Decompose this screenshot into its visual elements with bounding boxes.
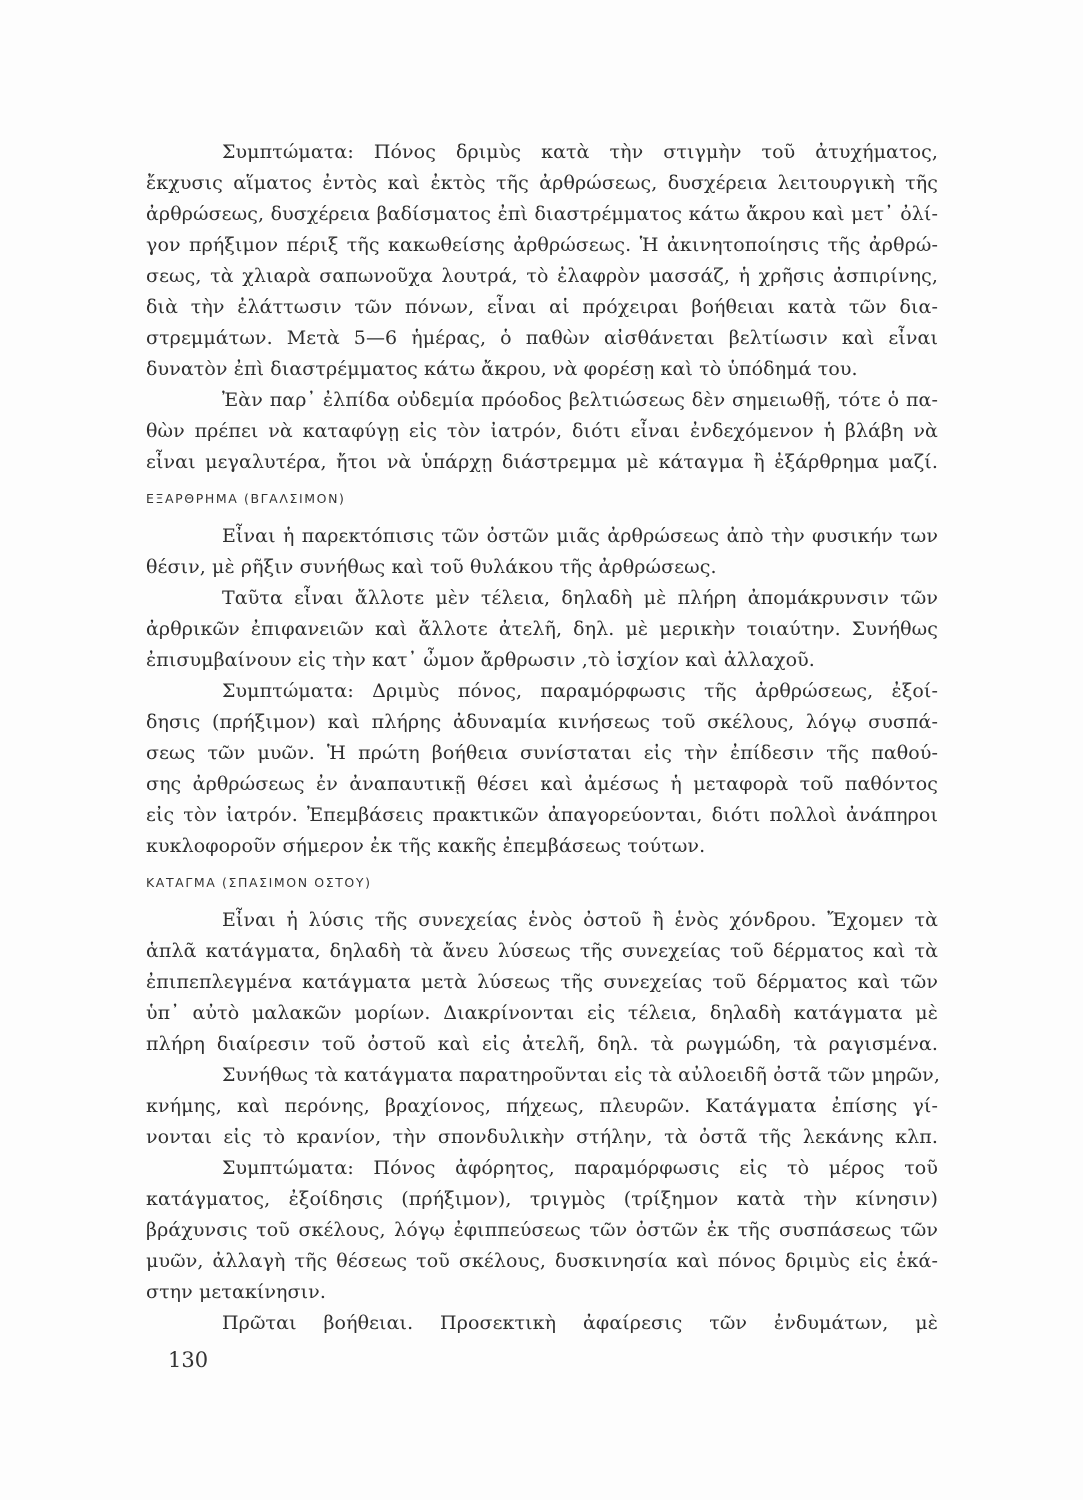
text-line: βράχυνσις τοῦ σκέλους, λόγῳ ἐφιππεύσεως τῶν ὀστῶν ἐκ τῆς συσπάσεως τῶν [146, 1219, 938, 1241]
text-line: ἐπισυμβαίνουν εἰς τὴν κατ᾿ ὦμον ἄρθρωσιν ,τὸ ἰσχίον καὶ ἀλλαχοῦ. [146, 649, 815, 671]
text-line: ἐπιπεπλεγμένα κατάγματα μετὰ λύσεως τῆς συνεχείας τοῦ δέρματος καὶ τῶν [146, 971, 938, 993]
text-line: ἀρθρώσεως, δυσχέρεια βαδίσματος ἐπὶ διαστρέμματος κάτω ἄκρου καὶ μετ᾿ ὀλί- [146, 203, 938, 225]
text-line: ὑπ᾿ αὐτὸ μαλακῶν μορίων. Διακρίνονται εἰς τέλεια, δηλαδὴ κατάγματα μὲ [146, 1002, 938, 1024]
text-line: Ἐὰν παρ᾿ ἐλπίδα οὐδεμία πρόοδος βελτιώσεως δὲν σημειωθῇ, τότε ὁ πα- [222, 389, 938, 411]
text-line: ἀρθρικῶν ἐπιφανειῶν καὶ ἄλλοτε ἀτελῆ, δηλ. μὲ μερικὴν τοιαύτην. Συνήθως [146, 618, 938, 640]
text-line: ἔκχυσις αἵματος ἐντὸς καὶ ἐκτὸς τῆς ἀρθρώσεως, δυσχέρεια λειτουργικὴ τῆς [146, 172, 938, 194]
text-line: Συμπτώματα: Πόνος ἀφόρητος, παραμόρφωσις εἰς τὸ μέρος τοῦ [222, 1157, 938, 1179]
text-line: δυνατὸν ἐπὶ διαστρέμματος κάτω ἄκρου, νὰ φορέσῃ καὶ τὸ ὑπόδημά του. [146, 358, 858, 380]
text-line: Εἶναι ἡ παρεκτόπισις τῶν ὀστῶν μιᾶς ἀρθρώσεως ἀπὸ τὴν φυσικήν των [222, 525, 938, 547]
text-line: στην μετακίνησιν. [146, 1281, 326, 1303]
text-line: Εἶναι ἡ λύσις τῆς συνεχείας ἑνὸς ὀστοῦ ἢ ἑνὸς χόνδρου. Ἔχομεν τὰ [222, 909, 938, 931]
text-line: σεως τῶν μυῶν. Ἡ πρώτη βοήθεια συνίσταται εἰς τὴν ἐπίδεσιν τῆς παθού- [146, 742, 938, 764]
text-line: κατάγματος, ἐξοίδησις (πρήξιμον), τριγμὸς (τρίξημον κατὰ τὴν κίνησιν) [146, 1188, 938, 1210]
text-line: θὼν πρέπει νὰ καταφύγῃ εἰς τὸν ἰατρόν, διότι εἶναι ἐνδεχόμενον ἡ βλάβη νὰ [146, 420, 938, 442]
text-line: δησις (πρήξιμον) καὶ πλήρης ἀδυναμία κινήσεως τοῦ σκέλους, λόγῳ συσπά- [146, 711, 938, 733]
section-heading-exarthrima: ΕΞΑΡΘΡΗΜΑ (ΒΓΑΛΣΙΜΟΝ) [146, 491, 346, 506]
text-line: εἶναι μεγαλυτέρα, ἤτοι νὰ ὑπάρχῃ διάστρεμμα μὲ κάταγμα ἢ ἐξάρθρημα μαζί. [146, 451, 938, 473]
text-line: σεως, τὰ χλιαρὰ σαπωνοῦχα λουτρά, τὸ ἐλαφρὸν μασσάζ, ἡ χρῆσις ἀσπιρίνης, [146, 265, 938, 287]
text-line: μυῶν, ἀλλαγὴ τῆς θέσεως τοῦ σκέλους, δυσκινησία καὶ πόνος δριμὺς εἰς ἑκά- [146, 1250, 938, 1272]
text-line: Ταῦτα εἶναι ἄλλοτε μὲν τέλεια, δηλαδὴ μὲ πλήρη ἀπομάκρυνσιν τῶν [222, 587, 938, 609]
page-number: 130 [168, 1348, 209, 1372]
text-line: σης ἀρθρώσεως ἐν ἀναπαυτικῇ θέσει καὶ ἀμέσως ἡ μεταφορὰ τοῦ παθόντος [146, 773, 938, 795]
text-line: κνήμης, καὶ περόνης, βραχίονος, πήχεως, πλευρῶν. Κατάγματα ἐπίσης γί- [146, 1095, 938, 1117]
text-line: γον πρήξιμον πέριξ τῆς κακωθείσης ἀρθρώσεως. Ἡ ἀκινητοποίησις τῆς ἀρθρώ- [146, 234, 938, 256]
section-heading-katagma: ΚΑΤΑΓΜΑ (ΣΠΑΣΙΜΟΝ ΟΣΤΟΥ) [146, 875, 372, 890]
text-line: εἰς τὸν ἰατρόν. Ἐπεμβάσεις πρακτικῶν ἀπαγορεύονται, διότι πολλοὶ ἀνάπηροι [146, 804, 938, 826]
text-line: ἁπλᾶ κατάγματα, δηλαδὴ τὰ ἄνευ λύσεως τῆς συνεχείας τοῦ δέρματος καὶ τὰ [146, 940, 938, 962]
text-line: Πρῶται βοήθειαι. Προσεκτικὴ ἀφαίρεσις τῶν ἐνδυμάτων, μὲ [222, 1312, 938, 1334]
text-line: Συμπτώματα: Πόνος δριμὺς κατὰ τὴν στιγμὴν τοῦ ἀτυχήματος, [222, 141, 938, 163]
text-line: Συνήθως τὰ κατάγματα παρατηροῦνται εἰς τὰ αὐλοειδῆ ὀστᾶ τῶν μηρῶν, [222, 1064, 940, 1086]
text-line: θέσιν, μὲ ρῆξιν συνήθως καὶ τοῦ θυλάκου τῆς ἀρθρώσεως. [146, 556, 717, 578]
text-line: διὰ τὴν ἐλάττωσιν τῶν πόνων, εἶναι αἱ πρόχειραι βοήθειαι κατὰ τῶν δια- [146, 296, 938, 318]
text-line: Συμπτώματα: Δριμὺς πόνος, παραμόρφωσις τῆς ἀρθρώσεως, ἐξοί- [222, 680, 938, 702]
text-line: πλήρη διαίρεσιν τοῦ ὀστοῦ καὶ εἰς ἀτελῆ, δηλ. τὰ ρωγμώδη, τὰ ραγισμένα. [146, 1033, 938, 1055]
text-line: κυκλοφοροῦν σήμερον ἐκ τῆς κακῆς ἐπεμβάσεως τούτων. [146, 835, 706, 857]
text-line: νονται εἰς τὸ κρανίον, τὴν σπονδυλικὴν στήλην, τὰ ὀστᾶ τῆς λεκάνης κλπ. [146, 1126, 938, 1148]
text-line: στρεμμάτων. Μετὰ 5—6 ἡμέρας, ὁ παθὼν αἰσθάνεται βελτίωσιν καὶ εἶναι [146, 327, 938, 349]
